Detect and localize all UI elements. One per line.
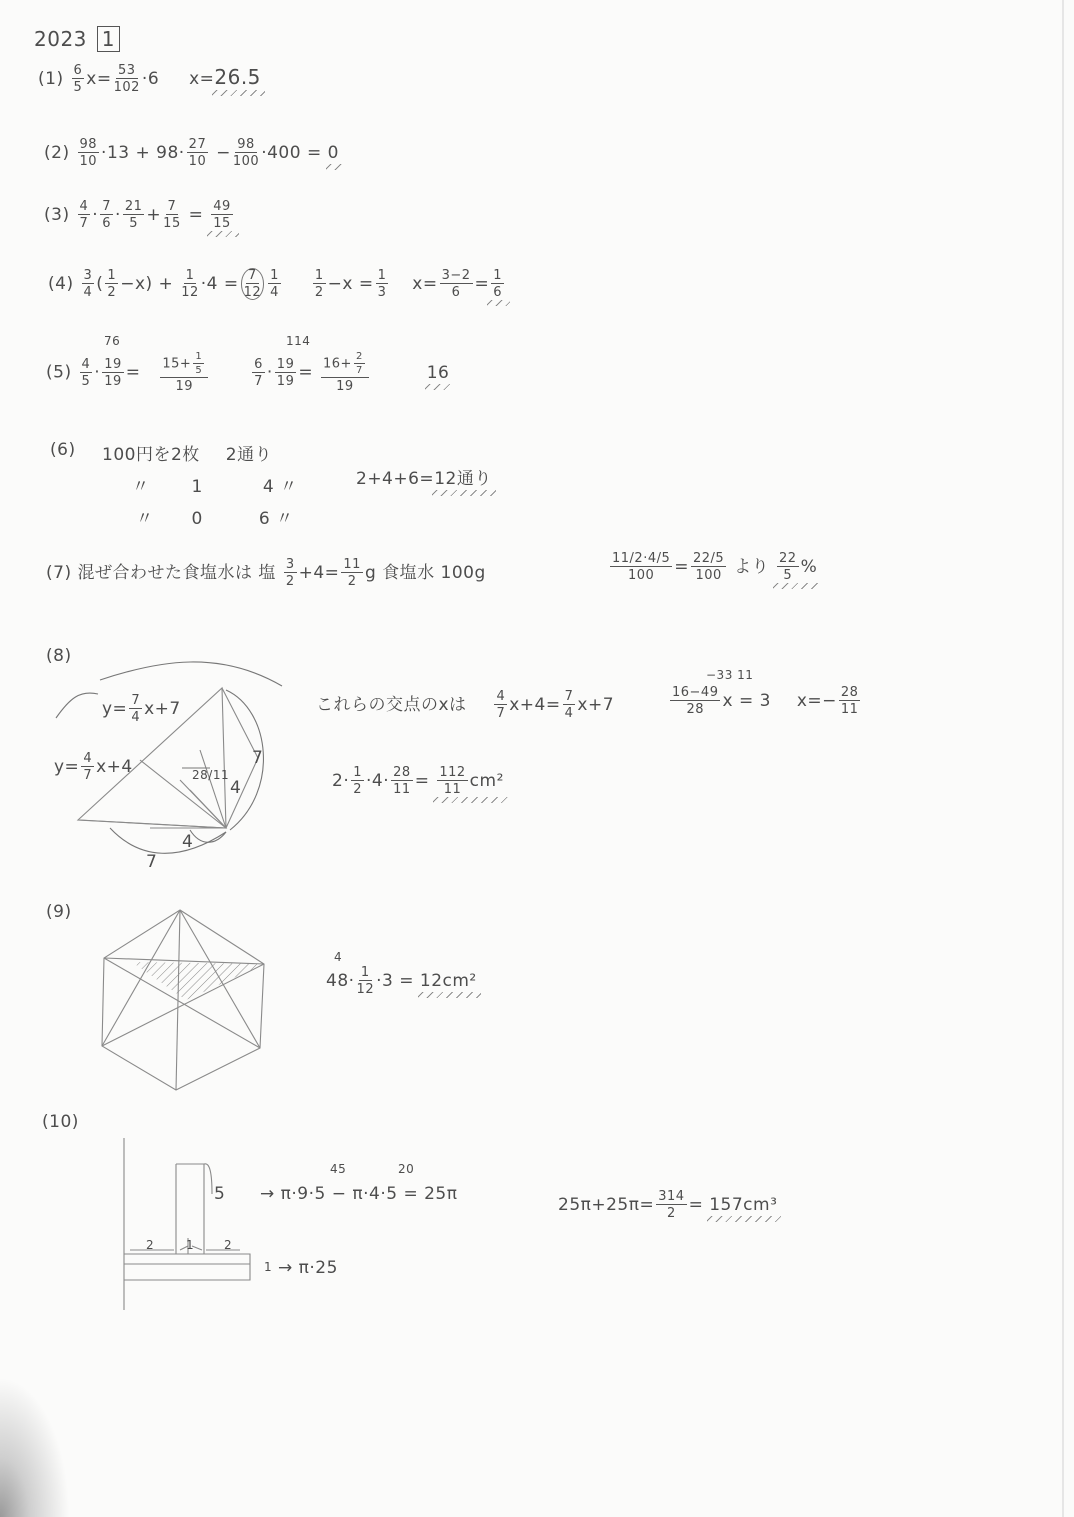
problem-6-label: (6) [50, 440, 76, 460]
line-1-label: y= $\frac{7}{4}$ x+7 [102, 693, 181, 725]
fraction: $\frac{22/5}{100}$ [693, 551, 725, 583]
problem-label: (7) [46, 563, 72, 583]
dim-h1: 1 [264, 1260, 273, 1274]
page-edge [1062, 0, 1064, 1517]
problem-3: (3) $\frac{4}{7}$ · $\frac{7}{6}$ · $\frac{21}{5}$ + $\frac{7}{15}$ = $\frac{49}{15}$ [44, 200, 235, 234]
answer: 16 [427, 363, 450, 387]
fraction: $\frac{1}{4}$ [270, 268, 279, 300]
fraction: $\frac{7}{6}$ [102, 199, 111, 231]
answer: $\frac{1}{6}$ [489, 269, 506, 303]
answer: 12cm² [420, 971, 477, 995]
fraction: $\frac{6}{7}$ [254, 356, 263, 389]
arrow-icon: → [260, 1184, 275, 1204]
fraction: $\frac{7}{12}$ [241, 268, 265, 300]
fraction: $\frac{4}{7}$ [79, 199, 89, 231]
fraction: $\frac{1}{2}$ [107, 268, 117, 300]
problem-6-row-3: 〃 0 6 〃 [136, 509, 294, 529]
fraction: 16+ $\frac{2}{7}$ 19 [321, 352, 369, 393]
problem-8-label: (8) [46, 646, 72, 666]
problem-6-row-2: 〃 1 4 〃 [132, 477, 298, 497]
problem-6-row-1: 100円を2枚 2通り [102, 445, 273, 465]
fraction: $\frac{1}{2}$ [314, 268, 324, 300]
answer: $\frac{112}{11}$ cm² [435, 766, 504, 800]
fraction: $\frac{3}{4}$ [83, 268, 93, 300]
answer: $\frac{49}{15}$ [209, 200, 235, 234]
problem-2: (2) $\frac{98}{10}$ ·13 + 98· $\frac{27}{10}$ − $\frac{98}{100}$ ·400 = 0 [44, 137, 339, 169]
problem-8-solve: $\frac{16-49}{28}$ x = 3 x=− $\frac{28}{11}$ [672, 685, 859, 717]
header-year: 2023 1 [34, 26, 120, 52]
fraction: $\frac{27}{10}$ [188, 137, 207, 169]
problem-4: (4) $\frac{3}{4}$ ( $\frac{1}{2}$ −x) + $\frac{1}{12}$ ·4 = $\frac{7}{12}$ $\frac{1}{4}$ $\frac{1}{2}$ −x = $\frac{1}{3}$ x= $\frac{3-2}{6}$ = $\frac{1}{6}$ [48, 268, 506, 303]
fraction: $\frac{7}{15}$ [163, 199, 181, 231]
answer: 12通り [434, 464, 492, 493]
top-20: 20 [398, 1162, 415, 1176]
dim-4a: 4 [230, 778, 242, 798]
fraction: $\frac{11}{2}$ [343, 557, 361, 589]
problem-10-figure [118, 1134, 278, 1314]
dim-4b: 4 [182, 832, 194, 852]
fraction: $\frac{19}{19}$ [276, 356, 295, 389]
fraction: $\frac{1}{12}$ [181, 268, 199, 300]
answer: 26.5 [214, 65, 261, 93]
fraction: $\frac{98}{10}$ [79, 137, 98, 169]
fraction: $\frac{1}{3}$ [377, 268, 387, 300]
problem-10-base: → π·25 [278, 1258, 338, 1278]
dim-w1: 1 [186, 1238, 195, 1252]
problem-label: (3) [44, 205, 70, 225]
dim-7b: 7 [146, 852, 158, 872]
dim-w2a: 2 [146, 1238, 155, 1252]
top-45: 45 [330, 1162, 347, 1176]
problem-1: (1) $\frac{6}{5}$ x= $\frac{53}{102}$ ·6 x=26.5 [38, 63, 261, 95]
problem-label: (5) [46, 362, 72, 383]
fraction: $\frac{6}{5}$ [73, 63, 83, 95]
fraction: $\frac{4}{5}$ [81, 356, 91, 389]
dim-7a: 7 [252, 748, 264, 768]
fraction: $\frac{21}{5}$ [124, 199, 143, 231]
fraction: $\frac{53}{102}$ [113, 63, 140, 95]
fraction: 15+ $\frac{1}{5}$ 19 [160, 352, 208, 393]
dim-w2b: 2 [224, 1238, 233, 1252]
fraction: $\frac{11/2\cdot 4/5}{100}$ [612, 551, 671, 583]
problem-5-top-114: 114 [286, 334, 311, 348]
answer: 157cm³ [709, 1195, 777, 1219]
problem-9-calc: 48· $\frac{1}{12}$ ·3 = 12cm² [326, 965, 477, 997]
problem-8-area: 2· $\frac{1}{2}$ ·4· $\frac{28}{11}$ = $\frac{112}{11}$ cm² [332, 766, 504, 800]
dim-h5: 5 [214, 1184, 226, 1204]
scan-shadow [0, 1377, 70, 1517]
problem-5-top-76: 76 [104, 334, 121, 348]
problem-8-intersection: これらの交点のxは $\frac{4}{7}$ x+4= $\frac{7}{4}$ x+7 [316, 689, 615, 721]
problem-5: (5) $\frac{4}{5}$ · $\frac{19}{19}$ = 15+ $\frac{1}{5}$ 19 $\frac{6}{7}$ · $\frac{19}{19}$ = 16+ $\frac{2}{7}$ 19 16 [46, 351, 450, 394]
fraction: $\frac{3-2}{6}$ [441, 268, 471, 300]
problem-7-calc: $\frac{11/2\cdot 4/5}{100}$ = $\frac{22/5}{100}$ より $\frac{22}{5}$ % [608, 552, 817, 586]
problem-label: (1) [38, 69, 64, 89]
fraction: $\frac{98}{100}$ [232, 137, 260, 169]
line-2-label: y= $\frac{4}{7}$ x+4 [54, 751, 133, 783]
strike-note: −33 11 [706, 668, 754, 682]
problem-7: (7) 混ぜ合わせた食塩水は 塩 $\frac{3}{2}$ +4= $\frac{11}{2}$ g 食塩水 100g [46, 557, 486, 589]
problem-10-cylinder: → π·9·5 − π·4·5 = 25π [260, 1184, 458, 1204]
problem-6-sum: 2+4+6=12通り [356, 464, 492, 493]
fraction: $\frac{19}{19}$ [104, 356, 122, 389]
problem-10-total: 25π+25π= $\frac{314}{2}$ = 157cm³ [558, 1189, 778, 1221]
fraction: $\frac{3}{2}$ [285, 557, 295, 589]
problem-9-hexagon [96, 904, 276, 1094]
arrow-icon: → [278, 1258, 293, 1278]
answer: $\frac{22}{5}$ % [775, 552, 817, 586]
problem-label: (4) [48, 274, 74, 294]
answer: 0 [328, 143, 339, 167]
problem-9-label: (9) [46, 902, 72, 922]
problem-10-label: (10) [42, 1112, 79, 1132]
dim-mid: 28/11 [192, 768, 230, 782]
problem-9-top: 4 [334, 950, 343, 964]
problem-label: (2) [44, 143, 70, 163]
header-box: 1 [97, 26, 120, 52]
